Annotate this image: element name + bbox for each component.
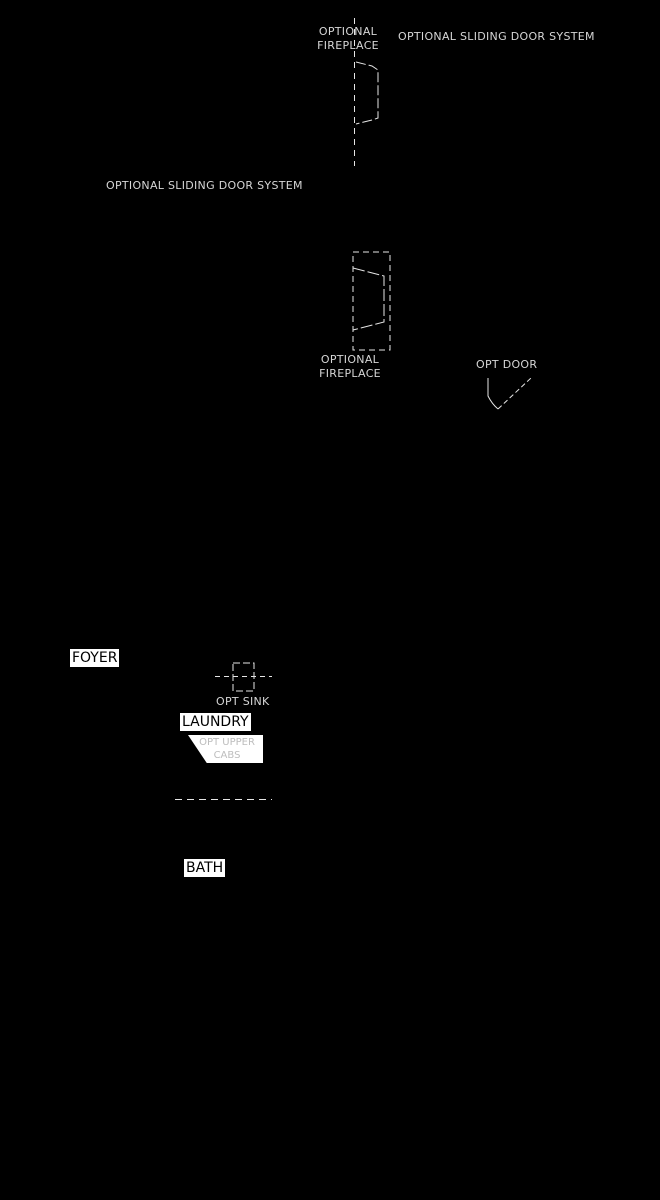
sliding-door-mid-label: OPTIONAL SLIDING DOOR SYSTEM: [106, 179, 303, 192]
room-tag-bath: BATH: [186, 860, 224, 876]
opt-sink-label: OPT SINK: [216, 695, 270, 708]
fireplace-top-label: OPTIONAL FIREPLACE: [317, 25, 379, 52]
fireplace-mid-symbol: [353, 252, 390, 350]
sliding-door-top-label: OPTIONAL SLIDING DOOR SYSTEM: [398, 30, 595, 43]
room-tag-foyer: FOYER: [72, 650, 118, 666]
room-tag-laundry: LAUNDRY: [182, 714, 249, 730]
opt-sink-symbol: [215, 663, 272, 691]
opt-upper-cabs-label: OPT UPPER CABS: [199, 737, 255, 761]
opt-door-label: OPT DOOR: [476, 358, 538, 371]
opt-door-symbol: [488, 378, 531, 409]
fireplace-mid-label: OPTIONAL FIREPLACE: [319, 353, 381, 380]
